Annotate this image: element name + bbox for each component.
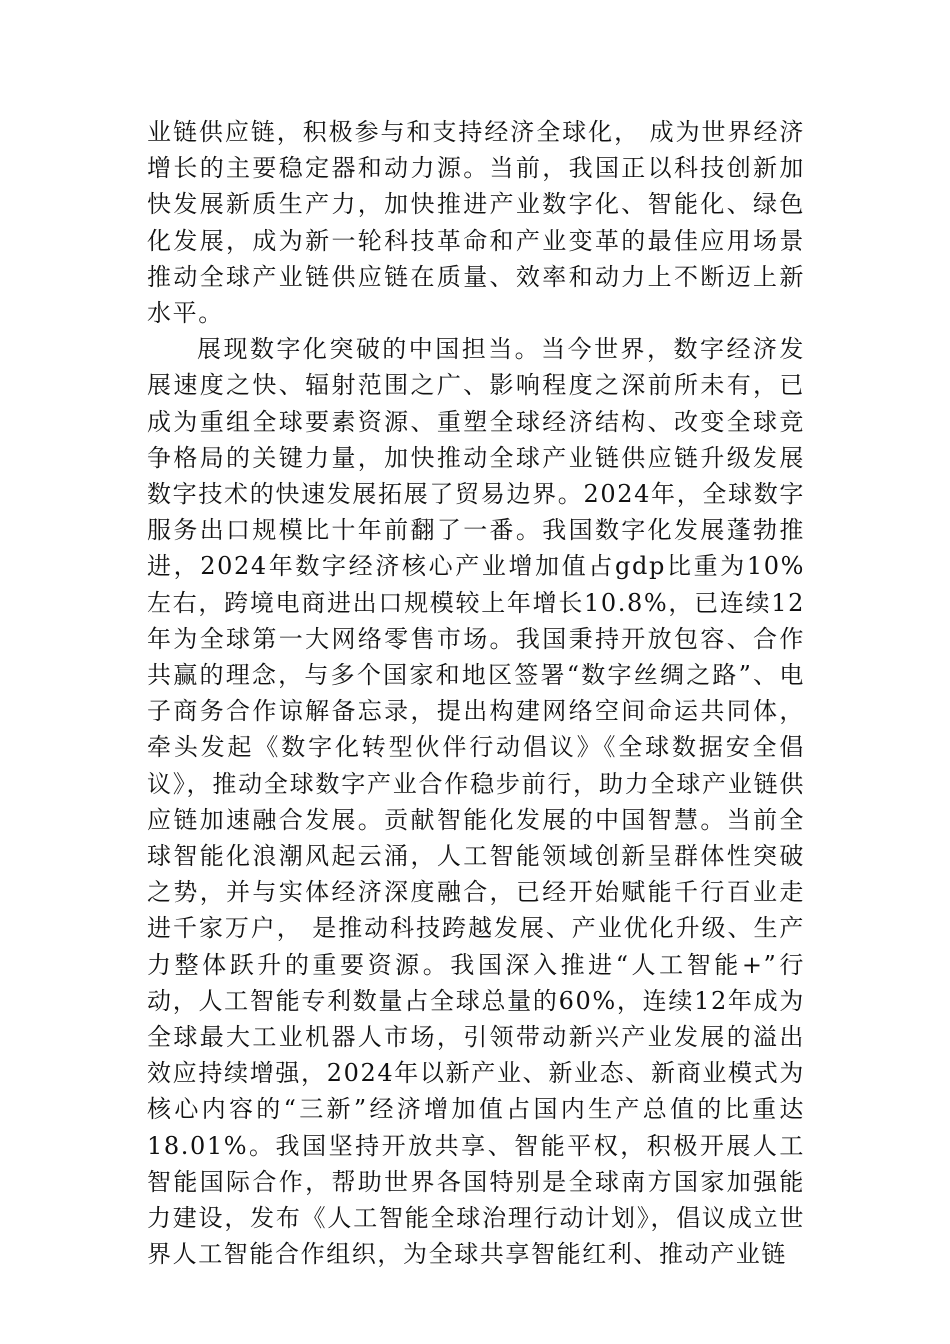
body-text xyxy=(147,114,805,1273)
paragraph-digital-breakthrough: 展现数字化突破的中国担当。当今世界，数字经济发展速度之快、辐射范围之广、影响程度之深前所未有，已成为重组全球要素资源、重塑全球经济结构、改变全球竞争格局的关键力量，加快推动全球产业链供应链升级发展数字技术的快速发展拓展了贸易边界。2024年，全球数字服务出口规模比十年前翻了一番。我国数字化发展蓬勃推进，2024年数字经济核心产业增加值占gdp比重为10%左右，跨境电商进出口规模较上年增长10.8%，已连续12年为全球第一大网络零售市场。我国秉持开放包容、合作共赢的理念，与多个国家和地区签署“数字丝绸之路”、电子商务合作谅解备忘录，提出构建网络空间命运共同体，牵头发起《数字化转型伙伴行动倡议》《全球数据安全倡议》，推动全球数字产业合作稳步前行，助力全球产业链供应链加速融合发展。贡献智能化发展的中国智慧。当前全球智能化浪潮风起云涌，人工智能领域创新呈群体性突破之势，并与实体经济深度融合，已经开始赋能千行百业走进千家万户， 是推动科技跨越发展、产业优化升级、生产力整体跃升的重要资源。我国深入推进“人工智能+”行动，人工智能专利数量占全球总量的60%，连续12年成为全球最大工业机器人市场，引领带动新兴产业发展的溢出效应持续增强，2024年以新产业、新业态、新商业模式为核心内容的“三新”经济增加值占国内生产总值的比重达18.01%。我国坚持开放共享、智能平权，积极开展人工智能国际合作，帮助世界各国特别是全球南方国家加强能力建设，发布《人工智能全球治理行动计划》，倡议成立世界人工智能合作组织，为全球共享智能红利、推动产业链 xyxy=(147,335,805,1269)
paragraph-continuation: 业链供应链，积极参与和支持经济全球化， 成为世界经济增长的主要稳定器和动力源。当前，我国正以科技创新加快发展新质生产力，加快推进产业数字化、智能化、绿色化发展，成为新一轮科技革命和产业变革的最佳应用场景推动全球产业链供应链在质量、效率和动力上不断迈上新水平。 xyxy=(147,118,805,328)
